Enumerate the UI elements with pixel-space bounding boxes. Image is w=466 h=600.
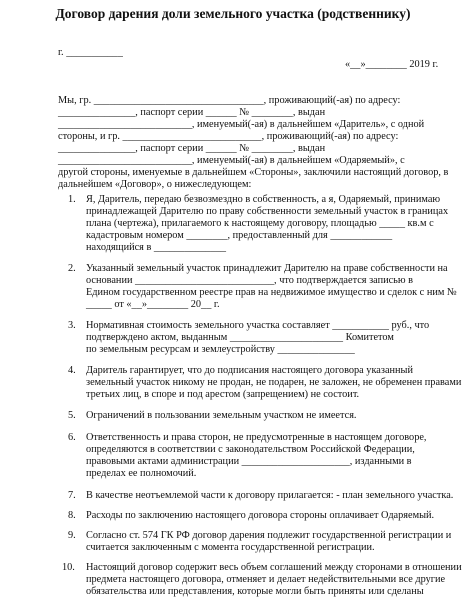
clause-line: определяются в соответствии с законодательством Российской Федерации, xyxy=(86,444,415,455)
clause-line: Едином государственном реестре прав на недвижимое имущество и сделок с ним № xyxy=(86,287,457,298)
clause-line: подтверждено актом, выданным ______________________ Комитетом xyxy=(86,332,394,343)
clause-line: земельный участок никому не продан, не подарен, не заложен, не обременен правами xyxy=(86,377,462,388)
clause-line: Ограничений в пользовании земельным участком не имеется. xyxy=(86,410,357,421)
clause-number: 7. xyxy=(68,490,76,501)
city-line: г. ___________ xyxy=(58,47,123,58)
clause-line: предмета настоящего договора, отменяет и делает недействительными все другие xyxy=(86,574,446,585)
clause-number: 2. xyxy=(68,263,76,274)
clause-number: 5. xyxy=(68,410,76,421)
clause-line: считается заключенным с момента государственной регистрации. xyxy=(86,542,375,553)
clause-line: плана (чертежа), прилагаемого к настоящему договору, площадью _____ кв.м с xyxy=(86,218,434,229)
clause-number: 1. xyxy=(68,194,76,205)
clause-line: Я, Даритель, передаю безвозмездно в собственность, а я, Одаряемый, принимаю xyxy=(86,194,441,205)
document-title: Договор дарения доли земельного участка (родственнику) xyxy=(55,6,411,21)
clause-line: Даритель гарантирует, что до подписания настоящего договора указанный xyxy=(86,365,413,376)
clause-line: находящийся в ______________ xyxy=(86,242,227,253)
parties-line: __________________________, именуемый(-ая) в дальнейшем «Одаряемый», с xyxy=(58,155,405,166)
parties-line: __________________________, именуемый(-ая) в дальнейшем «Даритель», с одной xyxy=(58,119,425,130)
parties-line: _______________, паспорт серии ______ № ________, выдан xyxy=(58,143,326,154)
clause-line: по земельным ресурсам и землеустройству _______________ xyxy=(86,344,355,355)
clause-number: 6. xyxy=(68,432,76,443)
parties-line: Мы, гр. _________________________________, проживающий(-ая) по адресу: xyxy=(58,95,401,106)
clause-line: правовыми актами администрации _____________________, изданными в xyxy=(86,456,412,467)
parties-line: дальнейшем «Договор», о нижеследующем: xyxy=(58,179,252,190)
clause-line: Настоящий договор содержит весь объем соглашений между сторонами в отношении xyxy=(86,562,462,573)
clause-line: пределах ее полномочий. xyxy=(86,468,197,479)
clause-line: основании ___________________________, что подтверждается записью в xyxy=(86,275,413,286)
clause-number: 3. xyxy=(68,320,76,331)
clause-line: Согласно ст. 574 ГК РФ договор дарения подлежит государственной регистрации и xyxy=(86,530,452,541)
clause-number: 8. xyxy=(68,510,76,521)
clause-line: обязательства или представления, которые могли быть приняты или сделаны xyxy=(86,586,424,597)
clause-line: Указанный земельный участок принадлежит Дарителю на праве собственности на xyxy=(86,263,448,274)
parties-line: другой стороны, именуемые в дальнейшем «Стороны», заключили настоящий договор, в xyxy=(58,167,449,178)
clause-line: Ответственность и права сторон, не предусмотренные в настоящем договоре, xyxy=(86,432,427,443)
date-line: «__»________ 2019 г. xyxy=(345,59,439,70)
clause-line: принадлежащей Дарителю по праву собственности земельный участок в границах xyxy=(86,206,449,217)
parties-line: стороны, и гр. ___________________________, проживающий(-ая) по адресу: xyxy=(58,131,399,142)
clause-number: 9. xyxy=(68,530,76,541)
clause-number: 10. xyxy=(62,562,75,573)
clause-line: _____ от «__»________ 20__ г. xyxy=(86,299,220,310)
clause-line: Нормативная стоимость земельного участка составляет ___________ руб., что xyxy=(86,320,430,331)
clause-number: 4. xyxy=(68,365,76,376)
clause-line: Расходы по заключению настоящего договора стороны оплачивает Одаряемый. xyxy=(86,510,435,521)
clause-line: третьих лиц, в споре и под арестом (запрещением) не состоит. xyxy=(86,389,360,400)
parties-line: _______________, паспорт серии ______ № ________, выдан xyxy=(58,107,326,118)
clause-line: кадастровым номером ________, предоставленный для ____________ xyxy=(86,230,393,241)
clause-line: В качестве неотъемлемой части к договору прилагается: - план земельного участка. xyxy=(86,490,454,501)
